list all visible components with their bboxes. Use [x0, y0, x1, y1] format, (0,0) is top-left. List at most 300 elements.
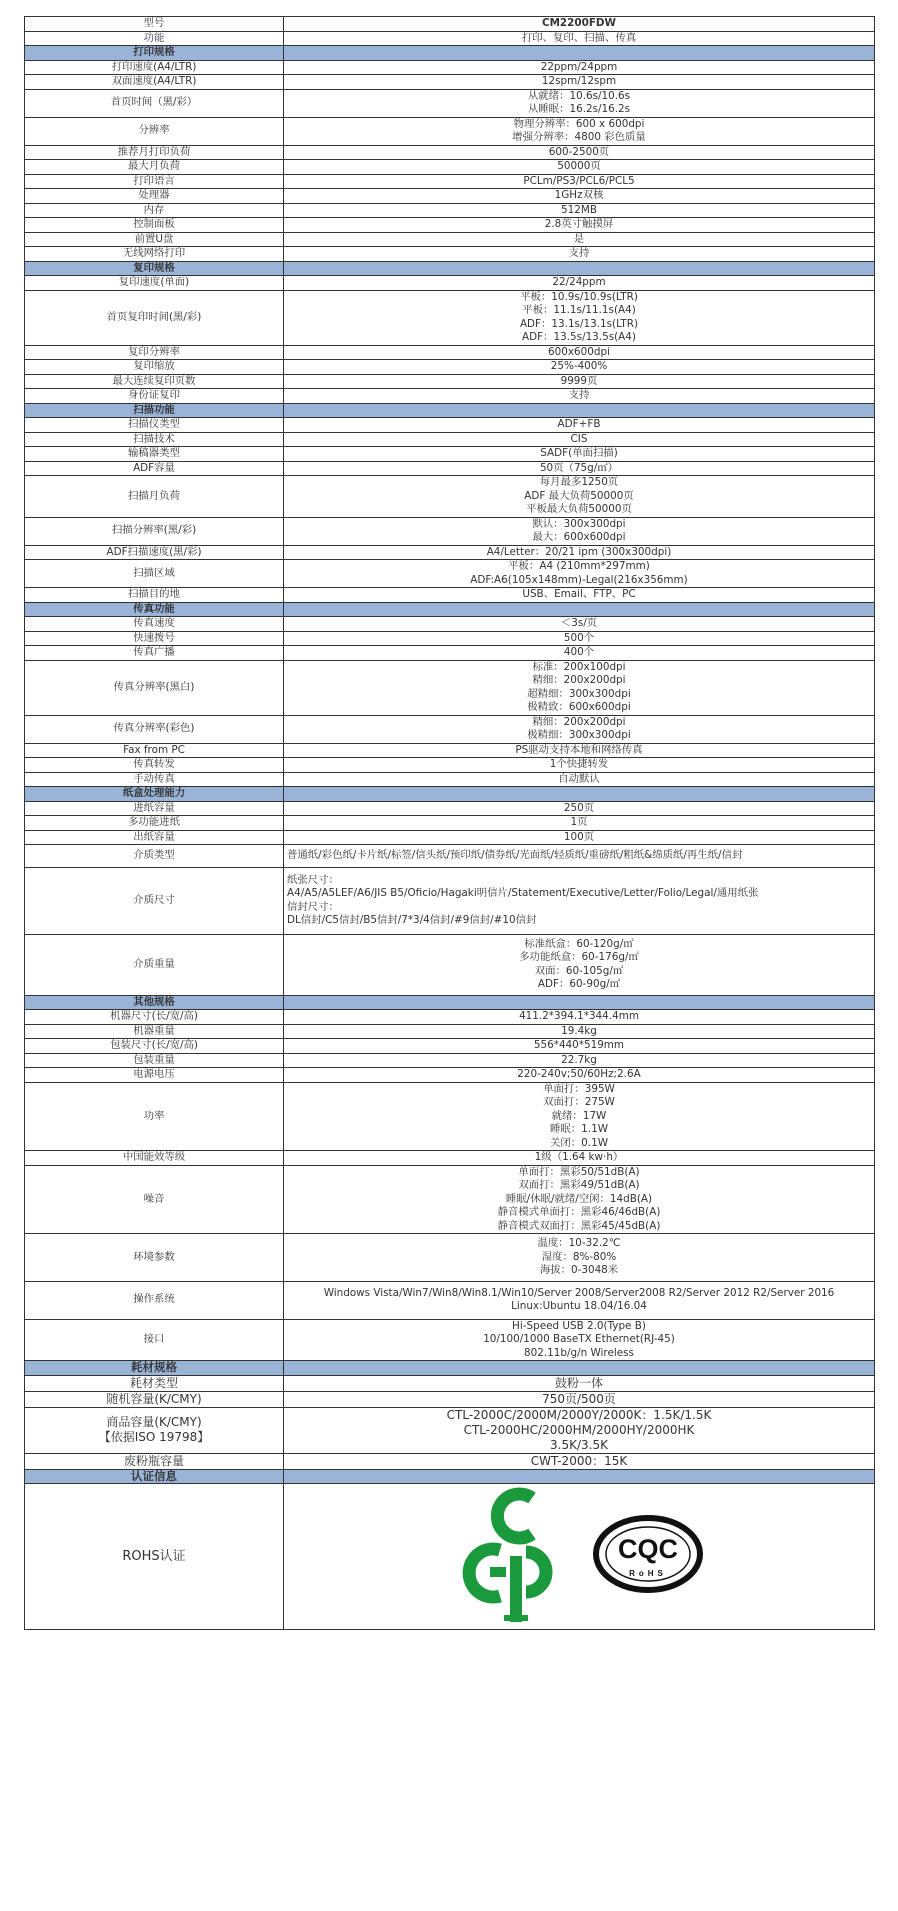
- spec-row: [25, 1375, 875, 1391]
- spec-value-line: 支持: [568, 247, 590, 259]
- spec-row: [25, 646, 875, 661]
- spec-label: 扫描分辨率(黑/彩): [25, 517, 284, 545]
- spec-value-line: 512MB: [561, 203, 597, 216]
- spec-label: 介质类型: [25, 845, 284, 868]
- spec-label: 分辨率: [25, 117, 284, 145]
- section-header: [25, 787, 875, 802]
- spec-value: [284, 476, 875, 518]
- spec-label: Fax from PC: [25, 743, 284, 758]
- spec-value-line: ADF：13.5s/13.5s(A4): [522, 331, 636, 343]
- spec-value-line: ADF:A6(105x148mm)-Legal(216x356mm): [470, 573, 688, 586]
- spec-row: [25, 1039, 875, 1054]
- spec-value-line: 标准纸盒：60-120g/㎡: [524, 937, 634, 950]
- spec-label: [25, 1407, 284, 1453]
- spec-value: [284, 1082, 875, 1151]
- spec-value-line: ADF+FB: [557, 418, 601, 430]
- spec-value-line: 10/100/1000 BaseTX Ethernet(RJ-45): [483, 1333, 675, 1345]
- spec-value-line: 802.11b/g/n Wireless: [524, 1346, 634, 1359]
- spec-value-line: 400个: [563, 646, 595, 658]
- spec-value-line: 精细：200x200dpi: [532, 715, 626, 728]
- spec-label: 扫描目的地: [25, 588, 284, 603]
- spec-label: 包装重量: [25, 1053, 284, 1068]
- spec-value: [284, 117, 875, 145]
- spec-value-line: Windows Vista/Win7/Win8/Win8.1/Win10/Server 2008/Server2008 R2/Server 2012 R2/Server 2016: [323, 1286, 835, 1299]
- spec-value-line: 1GHz双核: [554, 189, 604, 201]
- spec-value: [284, 743, 875, 758]
- spec-row: [25, 117, 875, 145]
- spec-label: 传真分辨率(彩色): [25, 715, 284, 743]
- section-header: [25, 403, 875, 418]
- spec-value-line: 睡眠：1.1W: [550, 1123, 608, 1135]
- spec-value: [284, 145, 875, 160]
- spec-label: 传真转发: [25, 758, 284, 773]
- spec-label: 机器重量: [25, 1024, 284, 1039]
- spec-row: [25, 232, 875, 247]
- spec-value-line: 单面打：395W: [543, 1082, 615, 1095]
- spec-row: [25, 934, 875, 995]
- spec-value-line: 静音模式双面打：黑彩45/45dB(A): [497, 1219, 661, 1232]
- spec-value-line: 支持: [568, 389, 590, 401]
- spec-value-line: Linux:Ubuntu 18.04/16.04: [511, 1300, 647, 1312]
- spec-row: [25, 276, 875, 291]
- spec-value-line: 50页（75g/㎡）: [539, 461, 619, 474]
- spec-row: [25, 75, 875, 90]
- spec-value-line: 多功能纸盒：60-176g/㎡: [519, 951, 639, 963]
- spec-value: [284, 345, 875, 360]
- spec-value: [284, 1151, 875, 1166]
- section-fill: [284, 995, 875, 1010]
- section-title: 其他规格: [25, 995, 284, 1010]
- spec-value: [284, 1375, 875, 1391]
- spec-value-line: 100页: [563, 830, 595, 843]
- spec-value-line: 最大：600x600dpi: [532, 531, 626, 543]
- spec-value-line: 增强分辨率：4800 彩色质量: [512, 131, 646, 143]
- spec-value-line: 普通纸/彩色纸/卡片纸/标签/信头纸/预印纸/债券纸/光面纸/轻质纸/重磅纸/粗纸&绵质纸/再生纸/信封: [287, 849, 743, 861]
- cgp-logo: [454, 1484, 574, 1629]
- spec-value-line: 411.2*394.1*344.4mm: [519, 1010, 639, 1022]
- spec-row: [25, 360, 875, 375]
- svg-text:CQC: CQC: [618, 1534, 678, 1565]
- spec-label: 耗材类型: [25, 1375, 284, 1391]
- spec-value: [284, 1010, 875, 1025]
- spec-label: 环境参数: [25, 1234, 284, 1282]
- spec-value-line: CWT-2000：15K: [530, 1453, 628, 1468]
- spec-label: 噪音: [25, 1165, 284, 1234]
- spec-value: [284, 389, 875, 404]
- spec-row: [25, 715, 875, 743]
- section-title: 打印规格: [25, 46, 284, 61]
- spec-value-line: A4/Letter：20/21 ipm (300x300dpi): [486, 545, 672, 558]
- section-header: [25, 1361, 875, 1376]
- spec-value: [284, 631, 875, 646]
- spec-value: [284, 447, 875, 462]
- certification-row: [25, 1484, 875, 1630]
- spec-value-line: CIS: [570, 432, 588, 445]
- spec-row: [25, 1068, 875, 1083]
- spec-value-line: 双面：60-105g/㎡: [534, 964, 624, 977]
- spec-value: [284, 715, 875, 743]
- spec-row: [25, 867, 875, 934]
- function-row: [25, 31, 875, 46]
- cgp-logo-graphic: [454, 1484, 574, 1624]
- section-fill: [284, 1469, 875, 1484]
- spec-value-line: 就绪：17W: [551, 1109, 607, 1122]
- spec-row: [25, 432, 875, 447]
- section-header: [25, 602, 875, 617]
- spec-value-line: 3.5K/3.5K: [550, 1437, 608, 1452]
- spec-value-line: 超精细：300x300dpi: [527, 687, 631, 700]
- spec-label: 快速拨号: [25, 631, 284, 646]
- spec-row: [25, 345, 875, 360]
- spec-row: [25, 1151, 875, 1166]
- spec-value-line: 1级（1.64 kw·h）: [534, 1151, 624, 1163]
- certification-label: ROHS认证: [25, 1484, 284, 1630]
- spec-value: [284, 89, 875, 117]
- spec-value: [284, 1281, 875, 1319]
- spec-value: [284, 934, 875, 995]
- spec-value: [284, 1391, 875, 1407]
- spec-row: [25, 1319, 875, 1361]
- spec-value: [284, 758, 875, 773]
- spec-value-line: CTL-2000C/2000M/2000Y/2000K：1.5K/1.5K: [446, 1407, 712, 1422]
- spec-value-line: 500个: [563, 631, 595, 644]
- spec-value-line: 标准：200x100dpi: [532, 660, 626, 673]
- spec-value: [284, 189, 875, 204]
- cqc-logo-graphic: [592, 1514, 704, 1594]
- spec-label: 处理器: [25, 189, 284, 204]
- spec-value-line: PCLm/PS3/PCL6/PCL5: [523, 174, 635, 187]
- spec-label: 出纸容量: [25, 830, 284, 845]
- spec-label: 多功能进纸: [25, 816, 284, 831]
- spec-row: [25, 1053, 875, 1068]
- section-title: 认证信息: [25, 1469, 284, 1484]
- spec-value-line: 220-240v;50/60Hz;2.6A: [517, 1068, 641, 1080]
- spec-value-line: ＜3s/页: [560, 617, 598, 629]
- spec-value-line: 250页: [563, 801, 595, 814]
- spec-label: 中国能效等级: [25, 1151, 284, 1166]
- spec-value-line: DL信封/C5信封/B5信封/7*3/4信封/#9信封/#10信封: [287, 914, 537, 926]
- spec-value-line: Hi-Speed USB 2.0(Type B): [512, 1319, 646, 1332]
- spec-value: [284, 1234, 875, 1282]
- spec-label: 操作系统: [25, 1281, 284, 1319]
- spec-value: [284, 617, 875, 632]
- spec-value-line: SADF(单面扫描): [540, 447, 618, 459]
- spec-value: [284, 1165, 875, 1234]
- spec-label: 传真广播: [25, 646, 284, 661]
- spec-label: 复印缩放: [25, 360, 284, 375]
- spec-value-line: 每月最多1250页: [539, 476, 619, 488]
- spec-value: [284, 418, 875, 433]
- spec-value: [284, 545, 875, 560]
- spec-row: [25, 60, 875, 75]
- spec-label: 复印分辨率: [25, 345, 284, 360]
- spec-value: [284, 1053, 875, 1068]
- spec-value-line: 信封尺寸：: [287, 900, 339, 913]
- spec-label: 首页复印时间(黑/彩): [25, 290, 284, 345]
- spec-row: [25, 617, 875, 632]
- spec-row: [25, 290, 875, 345]
- spec-row: [25, 1453, 875, 1469]
- spec-label: 介质重量: [25, 934, 284, 995]
- spec-row: [25, 743, 875, 758]
- spec-value: [284, 1319, 875, 1361]
- spec-label: 身份证复印: [25, 389, 284, 404]
- spec-row: [25, 1165, 875, 1234]
- spec-label: 首页时间（黑/彩）: [25, 89, 284, 117]
- spec-value-line: 极精细：300x300dpi: [527, 729, 631, 741]
- spec-sheet: [24, 16, 875, 1630]
- section-title: 传真功能: [25, 602, 284, 617]
- spec-value: [284, 290, 875, 345]
- spec-value-line: 海拔：0-3048米: [539, 1264, 619, 1276]
- spec-value-line: 19.4kg: [561, 1024, 597, 1037]
- spec-value-line: 50000页: [557, 160, 601, 172]
- spec-row: [25, 1024, 875, 1039]
- spec-label: 扫描月负荷: [25, 476, 284, 518]
- spec-value-line: 平板：10.9s/10.9s(LTR): [520, 290, 638, 303]
- spec-row: [25, 418, 875, 433]
- certification-logos: [284, 1484, 875, 1630]
- spec-value-line: 750页/500页: [542, 1391, 616, 1406]
- spec-label-line: 【依据ISO 19798】: [98, 1430, 210, 1444]
- spec-row: [25, 816, 875, 831]
- section-title: 耗材规格: [25, 1361, 284, 1376]
- spec-row: [25, 1082, 875, 1151]
- spec-value: [284, 772, 875, 787]
- spec-value-line: 双面打：275W: [543, 1096, 615, 1108]
- spec-value: [284, 660, 875, 715]
- spec-value-line: 平板最大负荷50000页: [526, 503, 632, 515]
- spec-value: [284, 461, 875, 476]
- spec-row: [25, 447, 875, 462]
- spec-value: [284, 1024, 875, 1039]
- spec-row: [25, 160, 875, 175]
- spec-value: [284, 867, 875, 934]
- spec-value-line: 从就绪：10.6s/10.6s: [527, 89, 631, 102]
- spec-row: [25, 374, 875, 389]
- spec-row: [25, 660, 875, 715]
- spec-label: 最大月负荷: [25, 160, 284, 175]
- spec-label: 传真速度: [25, 617, 284, 632]
- spec-value: [284, 1068, 875, 1083]
- spec-label: 扫描仪类型: [25, 418, 284, 433]
- section-fill: [284, 261, 875, 276]
- spec-value-line: 600-2500页: [548, 145, 610, 158]
- section-title: 纸盒处理能力: [25, 787, 284, 802]
- section-fill: [284, 787, 875, 802]
- section-fill: [284, 403, 875, 418]
- spec-value: [284, 845, 875, 868]
- spec-value-line: 湿度：8%-80%: [541, 1250, 617, 1263]
- spec-value: [284, 588, 875, 603]
- spec-label: 双面速度(A4/LTR): [25, 75, 284, 90]
- spec-row: [25, 1010, 875, 1025]
- spec-row: [25, 476, 875, 518]
- spec-value: [284, 160, 875, 175]
- spec-label: 手动传真: [25, 772, 284, 787]
- spec-value-line: CTL-2000HC/2000HM/2000HY/2000HK: [463, 1422, 695, 1437]
- spec-value-line: 极精致：600x600dpi: [527, 701, 631, 713]
- function-value: 打印、复印、扫描、传真: [284, 31, 875, 46]
- spec-label: 进纸容量: [25, 801, 284, 816]
- spec-row: [25, 845, 875, 868]
- spec-label: 随机容量(K/CMY): [25, 1391, 284, 1407]
- spec-value-line: 22ppm/24ppm: [540, 60, 618, 73]
- spec-row: [25, 461, 875, 476]
- spec-label: ADF扫描速度(黑/彩): [25, 545, 284, 560]
- spec-value-line: 1个快捷转发: [549, 758, 609, 770]
- section-fill: [284, 1361, 875, 1376]
- spec-label: 前置U盘: [25, 232, 284, 247]
- section-title: 扫描功能: [25, 403, 284, 418]
- spec-row: [25, 631, 875, 646]
- spec-row: [25, 218, 875, 233]
- spec-label: 输稿器类型: [25, 447, 284, 462]
- spec-value-line: PS驱动支持本地和网络传真: [515, 743, 643, 756]
- spec-row: [25, 772, 875, 787]
- spec-value-line: 纸张尺寸：: [287, 873, 339, 886]
- spec-label: 内存: [25, 203, 284, 218]
- spec-value: [284, 646, 875, 661]
- spec-value-line: 平板：11.1s/11.1s(A4): [522, 304, 636, 316]
- spec-row: [25, 189, 875, 204]
- spec-value: [284, 247, 875, 262]
- spec-value-line: 2.8英寸触摸屏: [544, 218, 614, 230]
- spec-label: 电源电压: [25, 1068, 284, 1083]
- spec-label: 扫描技术: [25, 432, 284, 447]
- spec-value-line: 22/24ppm: [552, 276, 606, 288]
- spec-row: [25, 545, 875, 560]
- spec-value-line: 温度：10-32.2℃: [537, 1237, 621, 1249]
- svg-text:RoHS: RoHS: [629, 1569, 667, 1579]
- spec-row: [25, 1391, 875, 1407]
- spec-value-line: 默认：300x300dpi: [532, 517, 626, 530]
- spec-row: [25, 389, 875, 404]
- spec-value-line: 1页: [570, 816, 588, 828]
- spec-row: [25, 801, 875, 816]
- spec-value: [284, 276, 875, 291]
- spec-row: [25, 560, 875, 588]
- spec-value: [284, 830, 875, 845]
- spec-value: [284, 174, 875, 189]
- spec-label: 控制面板: [25, 218, 284, 233]
- spec-row: [25, 758, 875, 773]
- spec-value-line: ADF：13.1s/13.1s(LTR): [519, 317, 639, 330]
- spec-row: [25, 1407, 875, 1453]
- spec-row: [25, 174, 875, 189]
- spec-value-line: 物理分辨率：600 x 600dpi: [513, 117, 645, 130]
- spec-label: 功率: [25, 1082, 284, 1151]
- spec-value: [284, 203, 875, 218]
- section-fill: [284, 46, 875, 61]
- spec-label: 机器尺寸(长/宽/高): [25, 1010, 284, 1025]
- spec-row: [25, 247, 875, 262]
- spec-value: [284, 232, 875, 247]
- model-value: CM2200FDW: [284, 17, 875, 32]
- spec-value-line: 精细：200x200dpi: [532, 674, 626, 686]
- spec-label: 最大连续复印页数: [25, 374, 284, 389]
- spec-label: 扫描区域: [25, 560, 284, 588]
- spec-row: [25, 517, 875, 545]
- section-fill: [284, 602, 875, 617]
- spec-value: [284, 360, 875, 375]
- spec-value: [284, 517, 875, 545]
- spec-value-line: 睡眠/休眠/就绪/空闲：14dB(A): [505, 1192, 653, 1205]
- spec-value-line: ADF：60-90g/㎡: [537, 978, 621, 990]
- spec-value-line: 双面打：黑彩49/51dB(A): [518, 1179, 640, 1191]
- spec-table: [24, 16, 875, 1630]
- spec-value-line: 关闭：0.1W: [550, 1136, 608, 1149]
- spec-label-line: 商品容量(K/CMY): [106, 1415, 202, 1429]
- spec-row: [25, 203, 875, 218]
- spec-value: [284, 1039, 875, 1054]
- spec-label: 复印速度(单面): [25, 276, 284, 291]
- spec-value: [284, 75, 875, 90]
- spec-value-line: 22.7kg: [561, 1053, 597, 1066]
- spec-value: [284, 560, 875, 588]
- spec-value-line: 鼓粉一体: [554, 1375, 603, 1390]
- spec-label: 传真分辨率(黑白): [25, 660, 284, 715]
- cqc-rohs-logo: [592, 1514, 704, 1599]
- spec-value-line: 自动默认: [558, 772, 600, 785]
- spec-value: [284, 1407, 875, 1453]
- section-header: [25, 995, 875, 1010]
- spec-value: [284, 60, 875, 75]
- spec-label: 打印速度(A4/LTR): [25, 60, 284, 75]
- section-title: 复印规格: [25, 261, 284, 276]
- spec-value-line: USB、Email、FTP、PC: [522, 588, 636, 600]
- spec-value-line: 12spm/12spm: [541, 75, 617, 87]
- spec-value-line: 是: [573, 232, 585, 245]
- spec-row: [25, 830, 875, 845]
- spec-label: 接口: [25, 1319, 284, 1361]
- spec-value: [284, 816, 875, 831]
- spec-value: [284, 218, 875, 233]
- spec-label: 推荐月打印负荷: [25, 145, 284, 160]
- spec-label: 打印语言: [25, 174, 284, 189]
- spec-value-line: 平板：A4 (210mm*297mm): [508, 560, 650, 572]
- spec-row: [25, 89, 875, 117]
- spec-value: [284, 374, 875, 389]
- section-header: [25, 1469, 875, 1484]
- spec-value: [284, 432, 875, 447]
- spec-value-line: 9999页: [560, 374, 598, 387]
- spec-value-line: 静音模式单面打：黑彩46/46dB(A): [497, 1206, 661, 1218]
- spec-label: 包装尺寸(长/宽/高): [25, 1039, 284, 1054]
- spec-value-line: 单面打：黑彩50/51dB(A): [518, 1165, 640, 1178]
- spec-value-line: ADF 最大负荷50000页: [524, 489, 634, 502]
- model-label: 型号: [25, 17, 284, 32]
- spec-value-line: A4/A5/A5LEF/A6/JIS B5/Oficio/Hagaki明信片/Statement/Executive/Letter/Folio/Legal/通用纸张: [287, 887, 759, 899]
- spec-row: [25, 145, 875, 160]
- model-row: [25, 17, 875, 32]
- spec-value: [284, 801, 875, 816]
- spec-label: 介质尺寸: [25, 867, 284, 934]
- spec-row: [25, 1234, 875, 1282]
- spec-row: [25, 1281, 875, 1319]
- spec-value-line: 556*440*519mm: [533, 1039, 625, 1051]
- spec-value-line: 从睡眠：16.2s/16.2s: [527, 103, 631, 115]
- spec-label: 无线网络打印: [25, 247, 284, 262]
- section-header: [25, 261, 875, 276]
- section-header: [25, 46, 875, 61]
- spec-value-line: 600x600dpi: [548, 345, 610, 358]
- spec-label: 废粉瓶容量: [25, 1453, 284, 1469]
- spec-label: ADF容量: [25, 461, 284, 476]
- spec-row: [25, 588, 875, 603]
- function-label: 功能: [25, 31, 284, 46]
- spec-value-line: 25%-400%: [550, 360, 608, 372]
